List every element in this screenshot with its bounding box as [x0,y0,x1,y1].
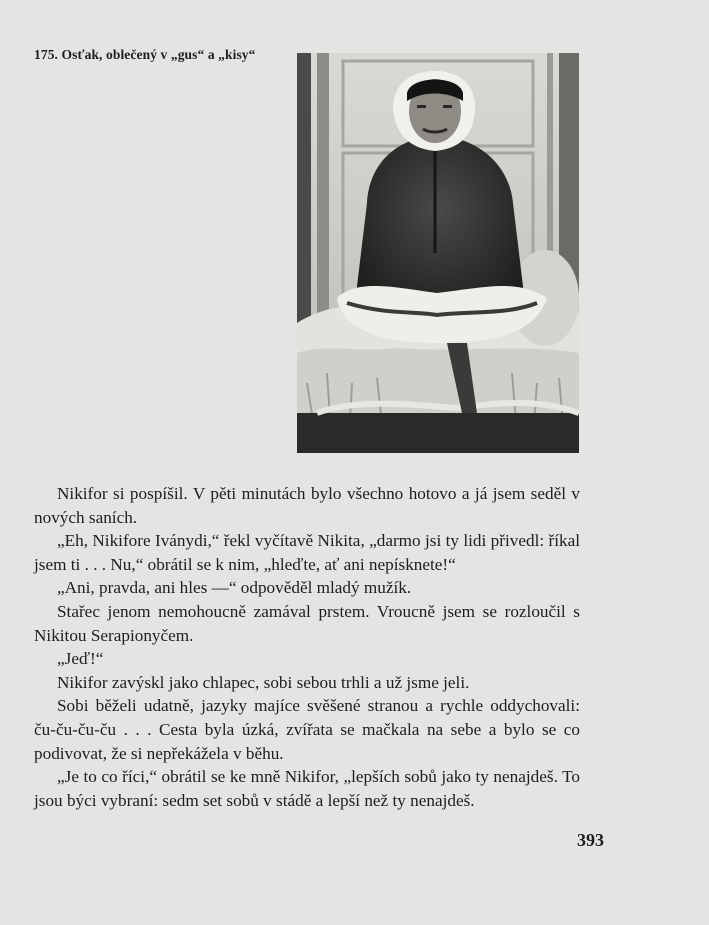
paragraph: „Eh, Nikifore Iványdi,“ řekl vyčítavě Nikita, „darmo jsi ty lidi přivedl: říkal jsem ti . . . Nu,“ obrátil se k nim, „hleďte, ať ani nepísknete!“ [34,531,580,574]
body-text [34,482,580,812]
figure-photo [297,53,579,453]
paragraph: „Ani, pravda, ani hles —“ odpověděl mladý mužík. [57,578,412,598]
page-number: 393 [577,830,604,850]
paragraph: „Jeď!“ [57,649,104,669]
paragraph: Sobi běželi udatně, jazyky majíce svěšené stranou a rychle oddychovali: ču-ču-ču-ču . . . Cesta byla úzká, zvířata se mačkala na sebe a bylo se co podivovat, že si nepřekážela v běhu. [34,696,580,763]
paragraph: Nikifor zavýskl jako chlapec, sobi sebou trhli a už jsme jeli. [57,672,470,692]
photograph-of-ostyak-man-icon [297,53,579,453]
paragraph: Nikifor si pospíšil. V pěti minutách bylo všechno hotovo a já jsem seděl v nových saních. [34,484,580,527]
paragraph: Stařec jenom nemohoucně zamával prstem. Vroucně jsem se rozloučil s Nikitou Serapionyčem. [34,601,580,645]
paragraph: „Je to co říci,“ obrátil se ke mně Nikifor, „lepších sobů jako ty nenajdeš. To jsou býci vybraní: sedm set sobů v stádě a lepší než ty nenajdeš. [34,767,580,810]
figure-caption: 175. Osťak, oblečený v „gus“ a „kisy“ [34,47,256,62]
